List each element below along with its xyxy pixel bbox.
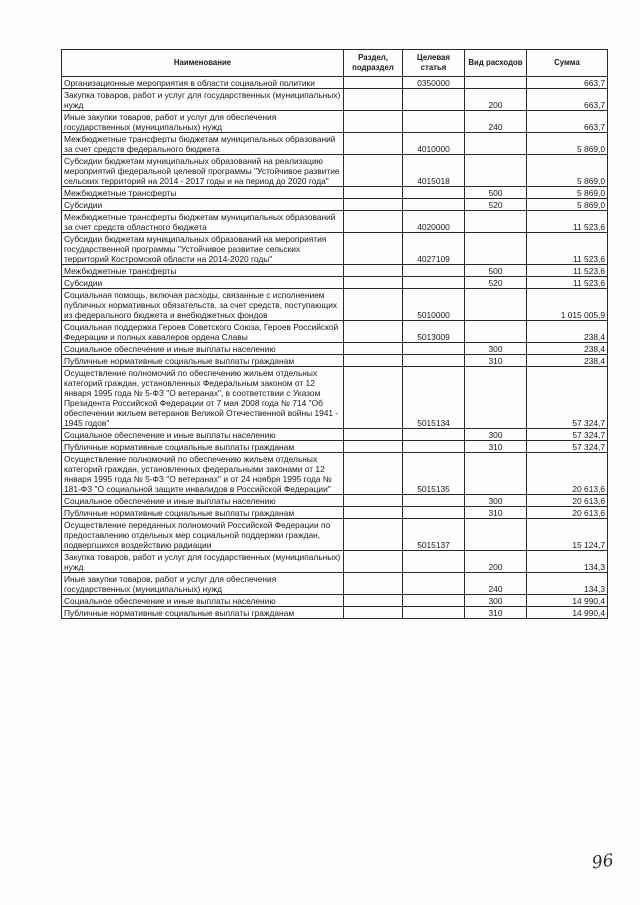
table-row: [62, 595, 608, 607]
header-kind: Вид расходов: [465, 50, 527, 77]
cell-name: Публичные нормативные социальные выплаты гражданам: [62, 507, 344, 519]
table-body: [62, 77, 608, 619]
cell-section: [344, 519, 403, 551]
cell-name: Субсидии бюджетам муниципальных образований на реализацию мероприятий федеральной целевой программы "Устойчивое развитие сельских территорий на 2014 - 2017 годы и на период до 2020 года": [62, 155, 344, 187]
cell-target: 4027109: [403, 233, 465, 265]
cell-sum: 134,3: [527, 551, 608, 573]
table-row: [62, 429, 608, 441]
table-row: [62, 519, 608, 551]
cell-kind: [465, 133, 527, 155]
table-row: [62, 89, 608, 111]
table-row: [62, 355, 608, 367]
cell-kind: [465, 289, 527, 321]
cell-section: [344, 233, 403, 265]
cell-name: Субсидии: [62, 277, 344, 289]
table-row: [62, 233, 608, 265]
cell-kind: 500: [465, 265, 527, 277]
cell-name: Иные закупки товаров, работ и услуг для обеспечения государственных (муниципальных) нужд: [62, 573, 344, 595]
cell-sum: 14 990,4: [527, 607, 608, 619]
header-sum: Сумма: [527, 50, 608, 77]
table-row: [62, 187, 608, 199]
cell-target: 4015018: [403, 155, 465, 187]
cell-name: Межбюджетные трансферты: [62, 187, 344, 199]
table-row: [62, 551, 608, 573]
cell-sum: 11 523,6: [527, 211, 608, 233]
cell-section: [344, 355, 403, 367]
cell-target: 5013009: [403, 321, 465, 343]
cell-target: [403, 429, 465, 441]
cell-section: [344, 187, 403, 199]
cell-sum: 238,4: [527, 355, 608, 367]
cell-kind: [465, 453, 527, 495]
cell-section: [344, 441, 403, 453]
table-row: [62, 111, 608, 133]
cell-section: [344, 133, 403, 155]
cell-kind: 300: [465, 495, 527, 507]
cell-kind: 200: [465, 551, 527, 573]
cell-section: [344, 277, 403, 289]
cell-target: [403, 199, 465, 211]
cell-sum: 5 869,0: [527, 199, 608, 211]
cell-name: Закупка товаров, работ и услуг для государственных (муниципальных) нужд: [62, 551, 344, 573]
cell-section: [344, 211, 403, 233]
cell-target: [403, 111, 465, 133]
cell-name: Субсидии: [62, 199, 344, 211]
cell-sum: 57 324,7: [527, 441, 608, 453]
cell-kind: [465, 519, 527, 551]
cell-sum: 11 523,6: [527, 277, 608, 289]
cell-kind: 300: [465, 429, 527, 441]
table-row: [62, 155, 608, 187]
cell-target: [403, 343, 465, 355]
cell-section: [344, 265, 403, 277]
cell-name: Межбюджетные трансферты бюджетам муниципальных образований за счет средств федерального бюджета: [62, 133, 344, 155]
cell-kind: 310: [465, 507, 527, 519]
cell-sum: 14 990,4: [527, 595, 608, 607]
cell-kind: [465, 321, 527, 343]
table-row: [62, 367, 608, 429]
cell-section: [344, 507, 403, 519]
table-row: [62, 277, 608, 289]
cell-kind: 520: [465, 277, 527, 289]
cell-target: [403, 187, 465, 199]
cell-target: 5015135: [403, 453, 465, 495]
cell-name: Межбюджетные трансферты: [62, 265, 344, 277]
cell-sum: 134,3: [527, 573, 608, 595]
cell-kind: 300: [465, 595, 527, 607]
cell-sum: 15 124,7: [527, 519, 608, 551]
cell-section: [344, 343, 403, 355]
cell-sum: 238,4: [527, 343, 608, 355]
cell-target: 5015134: [403, 367, 465, 429]
cell-sum: 20 613,6: [527, 453, 608, 495]
cell-target: [403, 507, 465, 519]
cell-kind: 310: [465, 607, 527, 619]
cell-name: Социальная помощь, включая расходы, связанные с исполнением публичных нормативных обязательств, за счет средств, поступающих из федерального бюджета и внебюджетных фондов: [62, 289, 344, 321]
cell-kind: 500: [465, 187, 527, 199]
cell-sum: 663,7: [527, 77, 608, 89]
cell-name: Публичные нормативные социальные выплаты гражданам: [62, 607, 344, 619]
cell-section: [344, 573, 403, 595]
cell-section: [344, 607, 403, 619]
cell-section: [344, 495, 403, 507]
cell-name: Осуществление полномочий по обеспечению жильем отдельных категорий граждан, установленных федеральными законами от 12 января 1995 года № 5-ФЗ "О ветеранах" и от 24 ноября 1995 года № 181-ФЗ "О социальной защите инвалидов в Российской Федерации": [62, 453, 344, 495]
cell-target: [403, 265, 465, 277]
cell-target: [403, 573, 465, 595]
cell-target: [403, 551, 465, 573]
header-section: Раздел, подраздел: [344, 50, 403, 77]
table-row: [62, 343, 608, 355]
cell-sum: 663,7: [527, 89, 608, 111]
cell-section: [344, 551, 403, 573]
table-row: [62, 199, 608, 211]
cell-target: [403, 277, 465, 289]
cell-kind: [465, 155, 527, 187]
cell-target: [403, 595, 465, 607]
cell-name: Социальная поддержка Героев Советского Союза, Героев Российской Федерации и полных кавалеров ордена Славы: [62, 321, 344, 343]
cell-sum: 5 869,0: [527, 155, 608, 187]
cell-target: [403, 607, 465, 619]
cell-kind: 200: [465, 89, 527, 111]
cell-name: Социальное обеспечение и иные выплаты населению: [62, 495, 344, 507]
cell-kind: 240: [465, 573, 527, 595]
cell-kind: 310: [465, 355, 527, 367]
cell-name: Осуществление полномочий по обеспечению жильем отдельных категорий граждан, установленных Федеральным законом от 12 января 1995 года № 5-ФЗ "О ветеранах", в соответствии с Указом Президента Российской Федерации от 7 мая 2008 года № 714 "Об обеспечении жильем ветеранов Великой Отечественной войны 1941 - 1945 годов": [62, 367, 344, 429]
cell-kind: [465, 77, 527, 89]
cell-section: [344, 77, 403, 89]
cell-name: Организационные мероприятия в области социальной политики: [62, 77, 344, 89]
header-target: Целевая статья: [403, 50, 465, 77]
cell-section: [344, 367, 403, 429]
cell-name: Иные закупки товаров, работ и услуг для обеспечения государственных (муниципальных) нужд: [62, 111, 344, 133]
cell-kind: [465, 233, 527, 265]
table-row: [62, 441, 608, 453]
cell-target: 4010000: [403, 133, 465, 155]
cell-target: [403, 441, 465, 453]
cell-name: Социальное обеспечение и иные выплаты населению: [62, 343, 344, 355]
cell-name: Закупка товаров, работ и услуг для государственных (муниципальных) нужд: [62, 89, 344, 111]
table-header-row: [62, 50, 608, 77]
cell-kind: 310: [465, 441, 527, 453]
cell-target: [403, 355, 465, 367]
cell-kind: 520: [465, 199, 527, 211]
cell-name: Субсидии бюджетам муниципальных образований на мероприятия государственной программы "Устойчивое развитие сельских территорий Костромской области на 2014-2020 годы": [62, 233, 344, 265]
page-number: 96: [590, 850, 615, 874]
table-row: [62, 453, 608, 495]
budget-table: [61, 49, 608, 619]
cell-target: 0350000: [403, 77, 465, 89]
table-row: [62, 495, 608, 507]
cell-target: 4020000: [403, 211, 465, 233]
cell-section: [344, 595, 403, 607]
cell-target: 5010000: [403, 289, 465, 321]
table-row: [62, 265, 608, 277]
cell-kind: [465, 211, 527, 233]
cell-target: 5015137: [403, 519, 465, 551]
cell-kind: [465, 367, 527, 429]
cell-name: Социальное обеспечение и иные выплаты населению: [62, 429, 344, 441]
cell-sum: 5 869,0: [527, 133, 608, 155]
cell-section: [344, 453, 403, 495]
cell-sum: 57 324,7: [527, 367, 608, 429]
cell-sum: 5 869,0: [527, 187, 608, 199]
cell-section: [344, 321, 403, 343]
cell-target: [403, 495, 465, 507]
header-name: Наименование: [62, 50, 344, 77]
cell-section: [344, 429, 403, 441]
table-row: [62, 321, 608, 343]
cell-name: Социальное обеспечение и иные выплаты населению: [62, 595, 344, 607]
cell-name: Осуществление переданных полномочий Российской Федерации по предоставлению отдельных мер социальной поддержки граждан, подвергшихся воздействию радиации: [62, 519, 344, 551]
cell-kind: 300: [465, 343, 527, 355]
cell-sum: 663,7: [527, 111, 608, 133]
cell-target: [403, 89, 465, 111]
table-row: [62, 211, 608, 233]
cell-sum: 20 613,6: [527, 507, 608, 519]
table-row: [62, 133, 608, 155]
cell-name: Публичные нормативные социальные выплаты гражданам: [62, 441, 344, 453]
cell-sum: 238,4: [527, 321, 608, 343]
cell-name: Публичные нормативные социальные выплаты гражданам: [62, 355, 344, 367]
table-row: [62, 77, 608, 89]
cell-section: [344, 111, 403, 133]
table-row: [62, 289, 608, 321]
cell-sum: 57 324,7: [527, 429, 608, 441]
cell-section: [344, 155, 403, 187]
table-row: [62, 507, 608, 519]
table-row: [62, 607, 608, 619]
table-row: [62, 573, 608, 595]
cell-section: [344, 89, 403, 111]
cell-sum: 11 523,6: [527, 265, 608, 277]
cell-section: [344, 289, 403, 321]
cell-sum: 1 015 005,9: [527, 289, 608, 321]
cell-sum: 20 613,6: [527, 495, 608, 507]
cell-sum: 11 523,6: [527, 233, 608, 265]
cell-section: [344, 199, 403, 211]
cell-kind: 240: [465, 111, 527, 133]
cell-name: Межбюджетные трансферты бюджетам муниципальных образований за счет средств областного бюджета: [62, 211, 344, 233]
